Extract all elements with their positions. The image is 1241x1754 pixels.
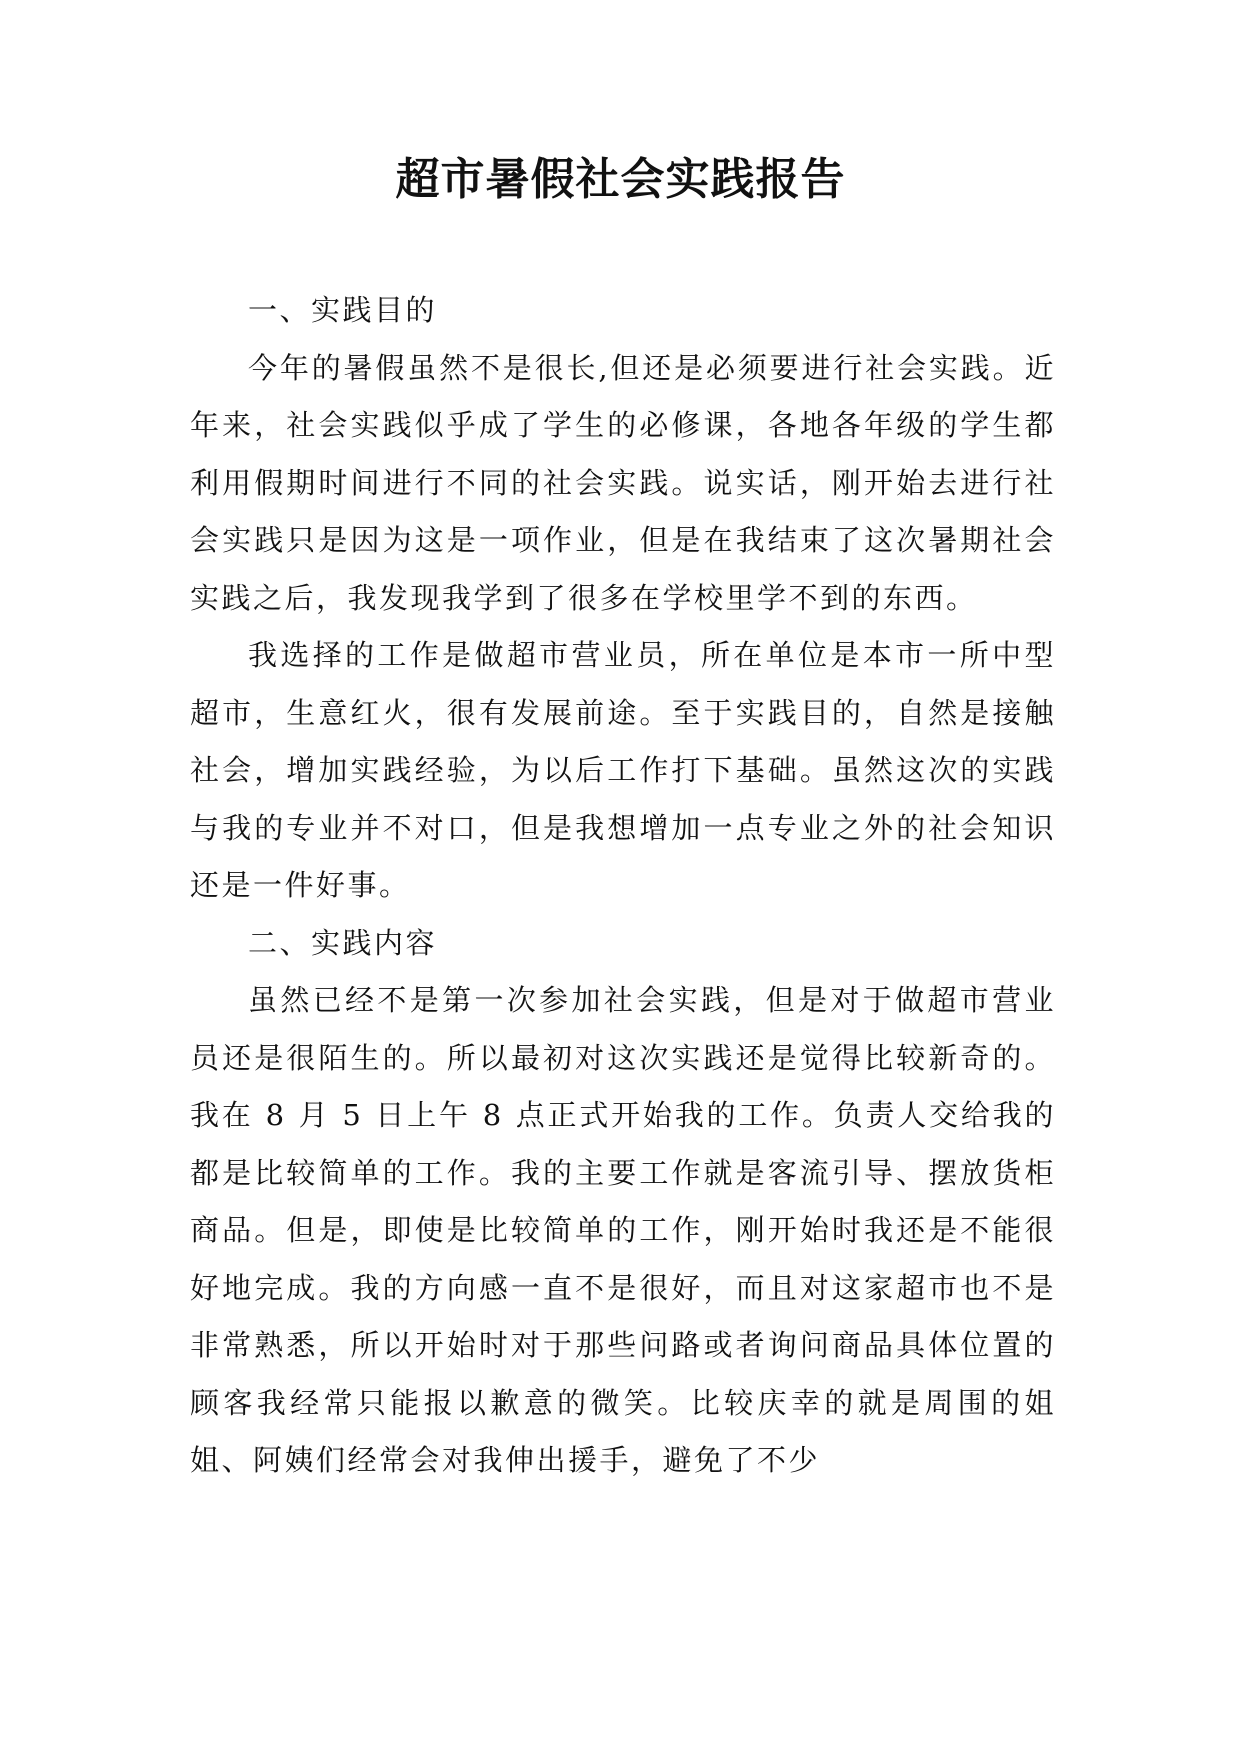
- paragraph: 虽然已经不是第一次参加社会实践，但是对于做超市营业员还是很陌生的。所以最初对这次实践还是觉得比较新奇的。我在 8 月 5 日上午 8 点正式开始我的工作。负责人交给我的都是比较简单的工作。我的主要工作就是客流引导、摆放货柜商品。但是，即使是比较简单的工作，刚开始时我还是不能很好地完成。我的方向感一直不是很好，而且对这家超市也不是非常熟悉，所以开始时对于那些问路或者询问商品具体位置的顾客我经常只能报以歉意的微笑。比较庆幸的就是周围的姐姐、阿姨们经常会对我伸出援手，避免了不少: [190, 983, 1056, 1477]
- section-heading-practice-content: 二、实践内容: [248, 925, 438, 960]
- paragraph: 今年的暑假虽然不是很长,但还是必须要进行社会实践。近年来，社会实践似乎成了学生的必修课，各地各年级的学生都利用假期时间进行不同的社会实践。说实话，刚开始去进行社会实践只是因为这是一项作业，但是在我结束了这次暑期社会实践之后，我发现我学到了很多在学校里学不到的东西。: [190, 350, 1056, 615]
- document-title: 超市暑假社会实践报告: [395, 154, 846, 205]
- section-heading-practice-purpose: 一、实践目的: [248, 293, 438, 327]
- paragraph: 我选择的工作是做超市营业员，所在单位是本市一所中型超市，生意红火，很有发展前途。至于实践目的，自然是接触社会，增加实践经验，为以后工作打下基础。虽然这次的实践与我的专业并不对口，但是我想增加一点专业之外的社会知识还是一件好事。: [190, 638, 1056, 902]
- document-body: [190, 282, 1056, 1490]
